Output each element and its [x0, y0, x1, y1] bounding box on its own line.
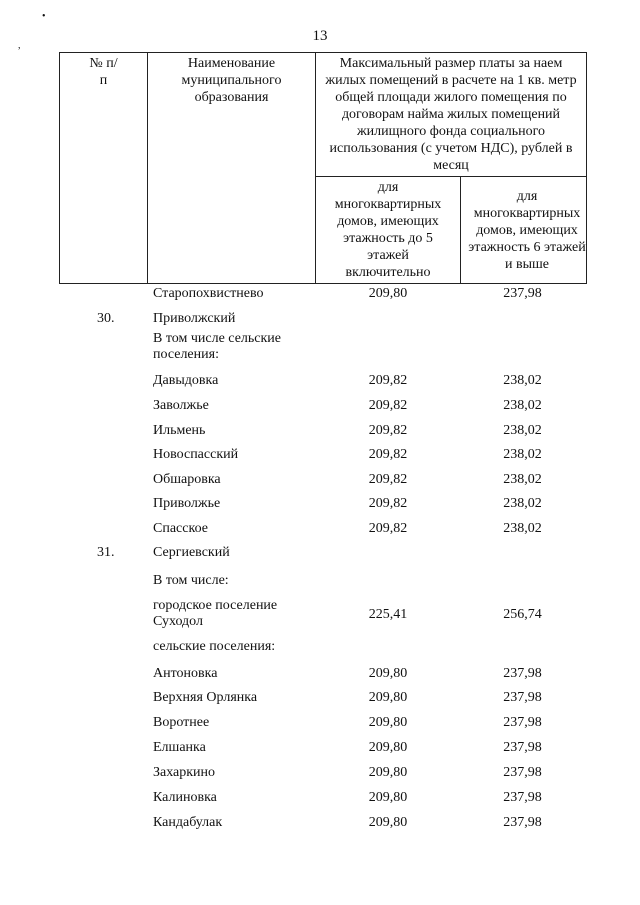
scan-mark-comma: , — [18, 40, 21, 51]
header-number-column: № п/п — [60, 53, 148, 284]
table-header — [59, 52, 587, 284]
header-fee-column: Максимальный размер платы за наем жилых помещений в расчете на 1 кв. метр общей площади жилого помещения по договорам найма жилых помещений жилищного фонда социального использования (с учетом НДС), рублей в месяц — [316, 53, 587, 177]
page-number: 13 — [312, 28, 328, 44]
scan-mark-dot: • — [42, 11, 46, 22]
header-sub-6-floors-and-above: для многоквартирных домов, имеющих этажность 6 этажей и выше — [461, 177, 587, 284]
header-sub-up-to-5-floors: для многоквартирных домов, имеющих этажность до 5 этажей включительно — [316, 177, 461, 284]
header-name-column: Наименование муниципального образования — [148, 53, 316, 284]
